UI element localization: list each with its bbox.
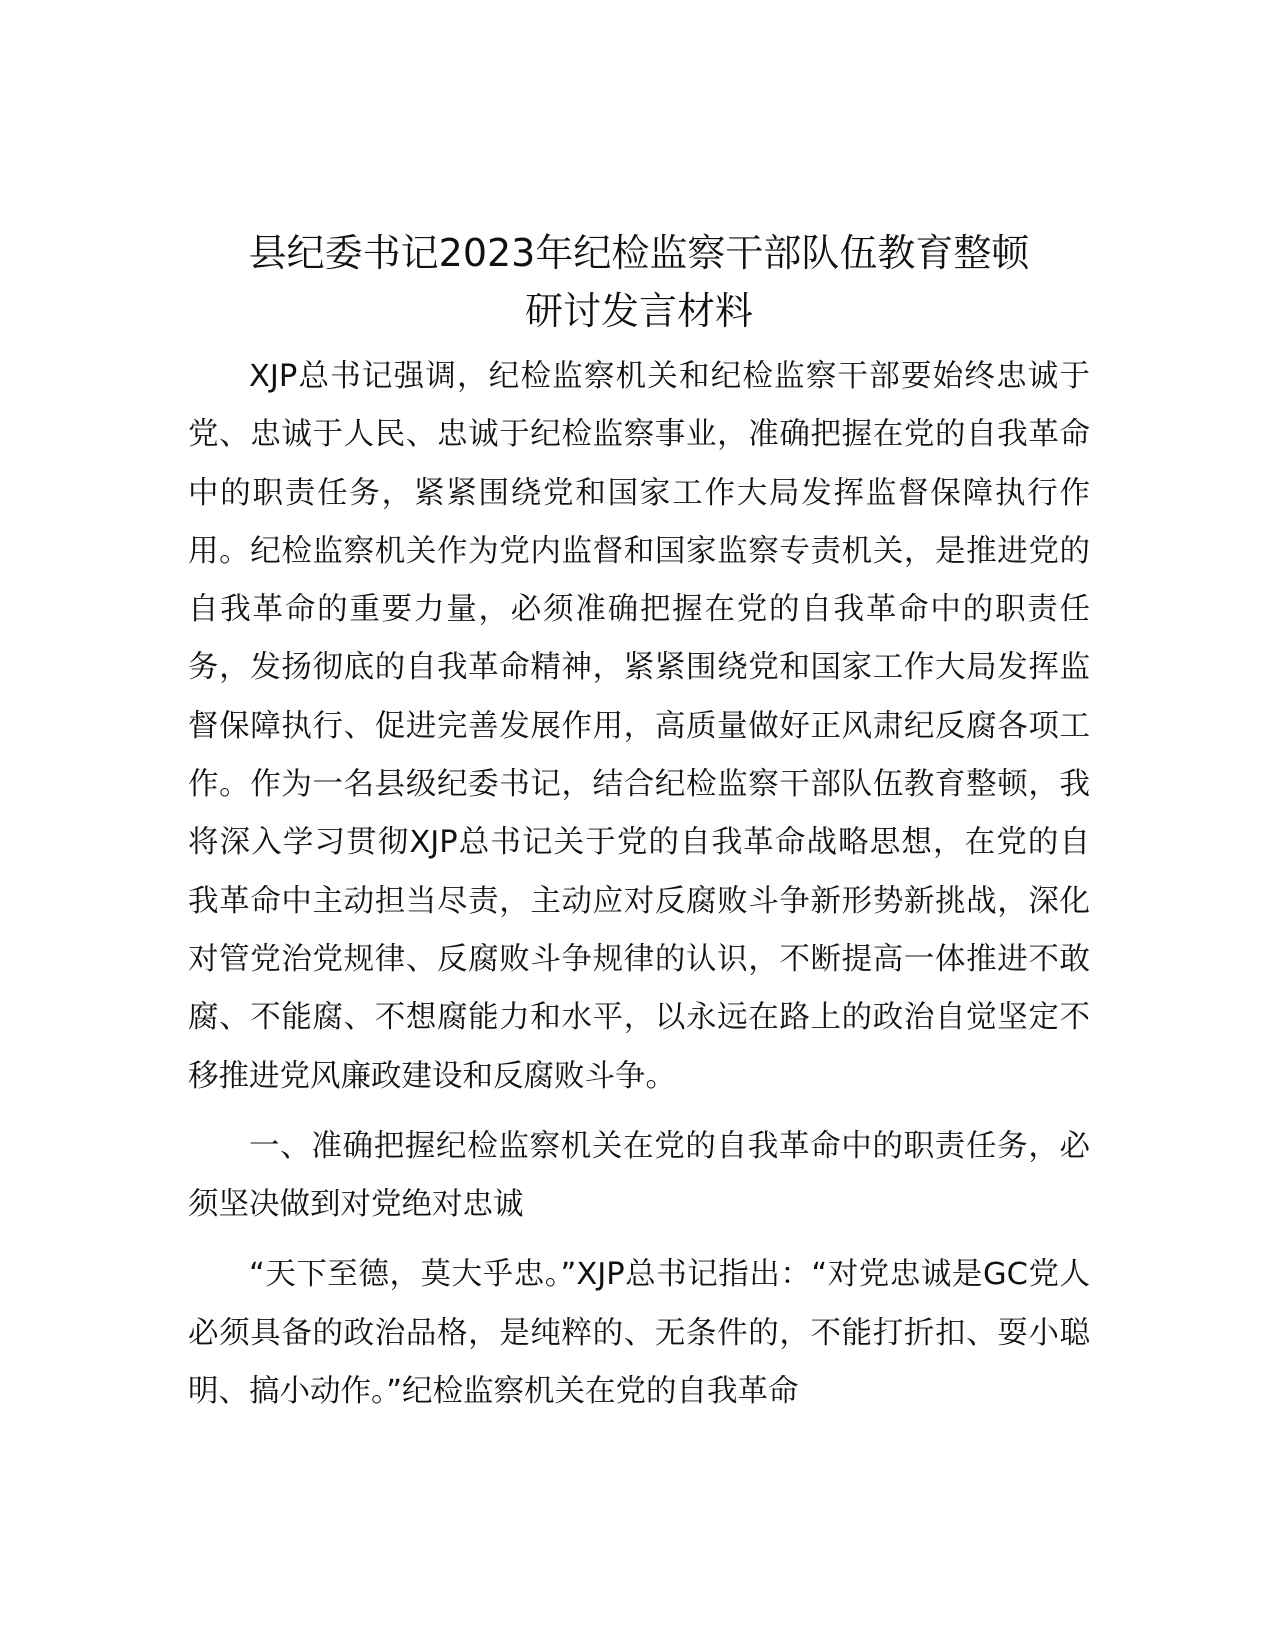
section-heading-1: 一、准确把握纪检监察机关在党的自我革命中的职责任务，必须坚决做到对党绝对忠诚 <box>188 1128 1090 1223</box>
intro-paragraph: XJP总书记强调，纪检监察机关和纪检监察干部要始终忠诚于党、忠诚于人民、忠诚于纪检监察事业，准确把握在党的自我革命中的职责任务，紧紧围绕党和国家工作大局发挥监督保障执行作用。纪检监察机关作为党内监督和国家监察专责机关，是推进党的自我革命的重要力量，必须准确把握在党的自我革命中的职责任务，发扬彻底的自我革命精神，紧紧围绕党和国家工作大局发挥监督保障执行、促进完善发展作用，高质量做好正风肃纪反腐各项工作。作为一名县级纪委书记，结合纪检监察干部队伍教育整顿，我将深入学习贯彻XJP总书记关于党的自我革命战略思想，在党的自我革命中主动担当尽责，主动应对反腐败斗争新形势新挑战，深化对管党治党规律、反腐败斗争规律的认识，不断提高一体推进不敢腐、不能腐、不想腐能力和水平，以永远在路上的政治自觉坚定不移推进党风廉政建设和反腐败斗争。 <box>188 359 1090 1094</box>
document-title <box>188 224 1090 340</box>
title-line-2: 研讨发言材料 <box>524 289 753 333</box>
document-body <box>188 224 1090 1421</box>
title-line-1: 县纪委书记2023年纪检监察干部队伍教育整顿 <box>248 231 1030 275</box>
section-1-paragraph: “天下至德，莫大乎忠。”XJP总书记指出：“对党忠诚是GC党人必须具备的政治品格，是纯粹的、无条件的，不能打折扣、耍小聪明、搞小动作。”纪检监察机关在党的自我革命 <box>188 1257 1090 1410</box>
